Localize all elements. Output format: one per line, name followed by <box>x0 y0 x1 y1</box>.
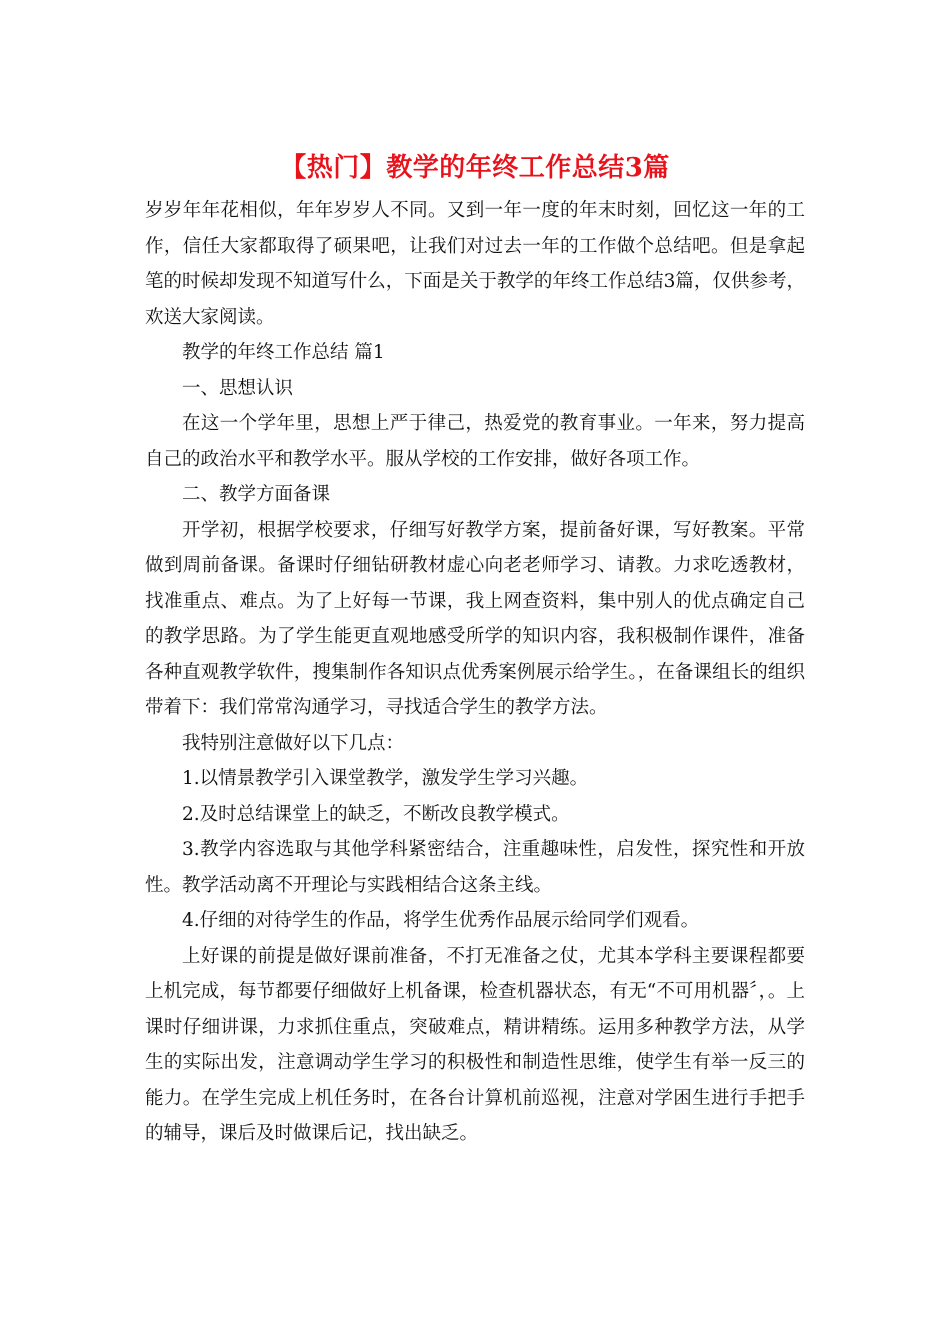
body-paragraph: 开学初，根据学校要求，仔细写好教学方案，提前备好课，写好教案。平常做到周前备课。备课时仔细钻研教材虚心向老老师学习、请教。力求吃透教材，找准重点、难点。为了上好每一节课，我上网查资料，集中别人的优点确定自己的教学思路。为了学生能更直观地感受所学的知识内容，我积极制作课件，准备各种直观教学软件，搜集制作各知识点优秀案例展示给学生。，在备课组长的组织带着下：我们常常沟通学习，寻找适合学生的教学方法。 <box>145 519 805 718</box>
intro-paragraph: 岁岁年年花相似，年年岁岁人不同。又到一年一度的年末时刻，回忆这一年的工作，信任大家都取得了硕果吧，让我们对过去一年的工作做个总结吧。但是拿起笔的时候却发现不知道写什么，下面是关于教学的年终工作总结3篇，仅供参考，欢送大家阅读。 <box>145 200 805 328</box>
list-item: 4.仔细的对待学生的作品，将学生优秀作品展示给同学们观看。 <box>182 910 700 931</box>
document-body <box>145 193 805 1152</box>
document-title: 【热门】教学的年终工作总结3篇 <box>280 153 670 183</box>
subsection-heading: 二、教学方面备课 <box>182 484 331 505</box>
section-heading: 教学的年终工作总结 篇1 <box>182 342 385 363</box>
body-paragraph: 上好课的前提是做好课前准备，不打无准备之仗，尤其本学科主要课程都要上机完成，每节都要仔细做好上机备课，检查机器状态，有无“不可用机器〞，。上课时仔细讲课，力求抓住重点，突破难点，精讲精练。运用多种教学方法，从学生的实际出发，注意调动学生学习的积极性和制造性思维，使学生有举一反三的能力。在学生完成上机任务时，在各台计算机前巡视，注意对学困生进行手把手的辅导，课后及时做课后记，找出缺乏。 <box>145 945 805 1144</box>
list-item: 1.以情景教学引入课堂教学，激发学生学习兴趣。 <box>182 768 589 789</box>
list-item: 2.及时总结课堂上的缺乏，不断改良教学模式。 <box>182 803 570 825</box>
subsection-heading: 一、思想认识 <box>182 377 294 399</box>
body-paragraph: 我特别注意做好以下几点： <box>182 732 405 754</box>
body-paragraph: 在这一个学年里，思想上严于律己，热爱党的教育事业。一年来，努力提高自己的政治水平和教学水平。服从学校的工作安排，做好各项工作。 <box>145 413 805 470</box>
list-item: 3.教学内容选取与其他学科紧密结合，注重趣味性，启发性，探究性和开放性。教学活动离不开理论与实践相结合这条主线。 <box>145 839 805 896</box>
